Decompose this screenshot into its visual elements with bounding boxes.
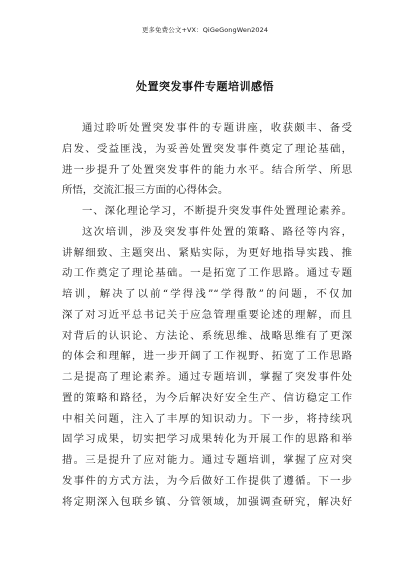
paragraph-line: 将定期深入包联乡镇、分管领域，加强调查研究，解决好 — [62, 495, 352, 508]
document-title: 处置突发事件专题培训感悟 — [136, 80, 274, 93]
paragraph-line: 通过聆听处置突发事件的专题讲座，收获颇丰、备受 — [82, 122, 352, 134]
paragraph-line: 进一步提升了处置突发事件的能力水平。结合所学、所思 — [62, 163, 352, 176]
paragraph-line: 中相关问题，注入了丰厚的知识动力。下一步，将持续巩 — [62, 412, 352, 425]
paragraph-line: 的体会和理解，进一步开阔了工作视野、拓宽了工作思路 — [62, 350, 352, 363]
header-note: 更多免费公文+VX：QiGeGongWen2024 — [141, 26, 269, 34]
paragraph-line: 这次培训，涉及突发事件处置的策略、路径等内容， — [82, 225, 352, 238]
paragraph-line: 培训，解决了以前“学得浅”“学得散”的问题，不仅加 — [62, 288, 352, 300]
paragraph-line: 对背后的认识论、方法论、系统思维、战略思维有了更深 — [62, 329, 352, 342]
paragraph-line: 发事件的方式方法，为今后做好工作提供了遵循。下一步 — [62, 474, 352, 487]
paragraph-line: 启发、受益匪浅，为妥善处置突发事件奠定了理论基础， — [62, 142, 352, 155]
paragraph-line: 二是提高了理论素养。通过专题培训，掌握了突发事件处 — [62, 371, 352, 383]
paragraph-line: 所悟，交流汇报三方面的心得体会。 — [62, 184, 229, 197]
paragraph-line: 置的策略和路径，为今后解决好安全生产、信访稳定工作 — [62, 391, 352, 404]
paragraph-line: 固学习成果，切实把学习成果转化为开展工作的思路和举 — [62, 433, 352, 446]
paragraph-line: 措。三是提升了应对能力。通过专题培训，掌握了应对突 — [62, 454, 352, 466]
paragraph-line: 深了对习近平总书记关于应急管理重要论述的理解，而且 — [62, 308, 352, 321]
section-heading-line: 一、深化理论学习，不断提升突发事件处置理论素养。 — [82, 205, 352, 217]
paragraph-line: 讲解细致、主题突出、紧贴实际，为更好地指导实践、推 — [62, 246, 352, 259]
paragraph-line: 动工作奠定了理论基础。一是拓宽了工作思路。通过专题 — [62, 267, 352, 280]
document-body — [62, 118, 352, 512]
